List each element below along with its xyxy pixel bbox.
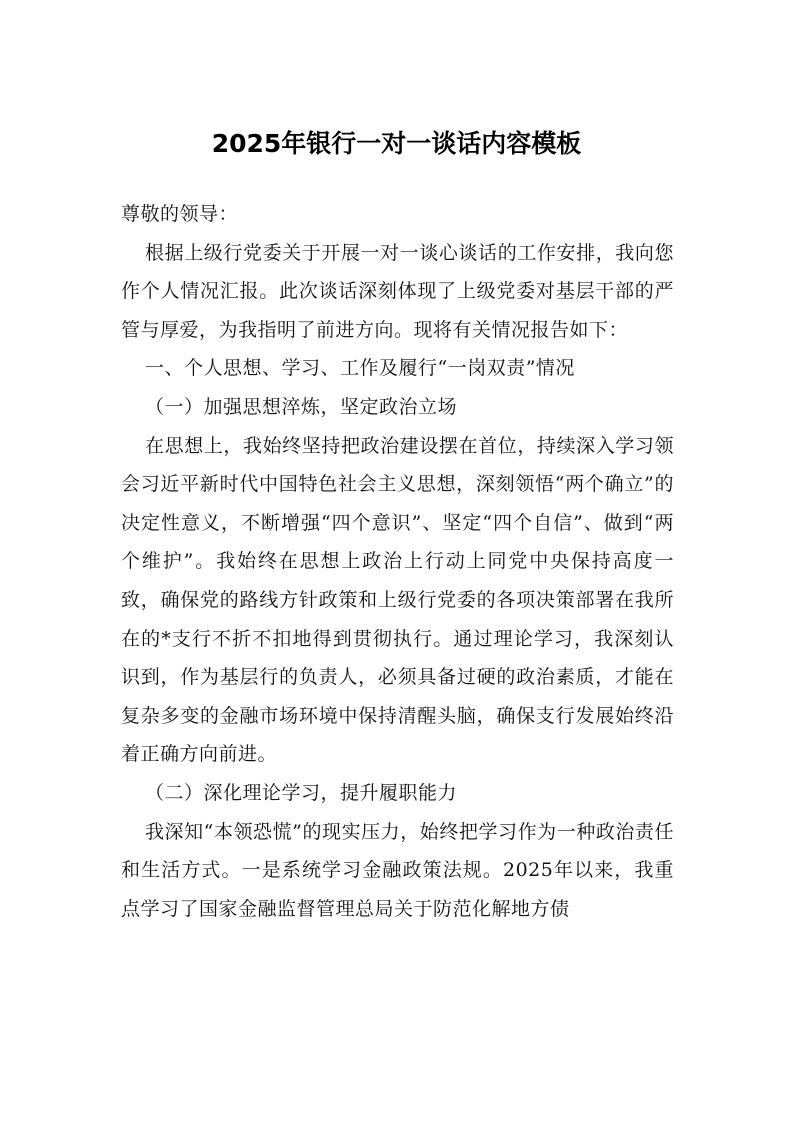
intro-paragraph: 根据上级行党委关于开展一对一谈心谈话的工作安排，我向您作个人情况汇报。此次谈话深刻体现了上级党委对基层干部的严管与厚爱，为我指明了前进方向。现将有关情况报告如下： <box>121 241 674 341</box>
section-heading-1: 一、个人思想、学习、工作及履行“一岗双责”情况 <box>145 357 575 380</box>
subsection-2-paragraph: 我深知“本领恐慌”的现实压力，始终把学习作为一种政治责任和生活方式。一是系统学习金融政策法规。2025年以来，我重点学习了国家金融监督管理总局关于防范化解地方债 <box>121 820 674 920</box>
subsection-1-paragraph: 在思想上，我始终坚持把政治建设摆在首位，持续深入学习领会习近平新时代中国特色社会主义思想，深刻领悟“两个确立”的决定性意义，不断增强“四个意识”、坚定“四个自信”、做到“两个维护”。我始终在思想上政治上行动上同党中央保持高度一致，确保党的路线方针政策和上级行党委的各项决策部署在我所在的*支行不折不扣地得到贯彻执行。通过理论学习，我深刻认识到，作为基层行的负责人，必须具备过硬的政治素质，才能在复杂多变的金融市场环境中保持清醒头脑，确保支行发展始终沿着正确方向前进。 <box>121 434 674 766</box>
document-body <box>121 195 674 928</box>
document-title: 2025年银行一对一谈话内容模板 <box>211 129 582 158</box>
subsection-heading-2: （二）深化理论学习，提升履职能力 <box>145 781 458 804</box>
salutation: 尊敬的领导： <box>121 203 239 225</box>
subsection-heading-1: （一）加强思想淬炼，坚定政治立场 <box>145 395 458 418</box>
